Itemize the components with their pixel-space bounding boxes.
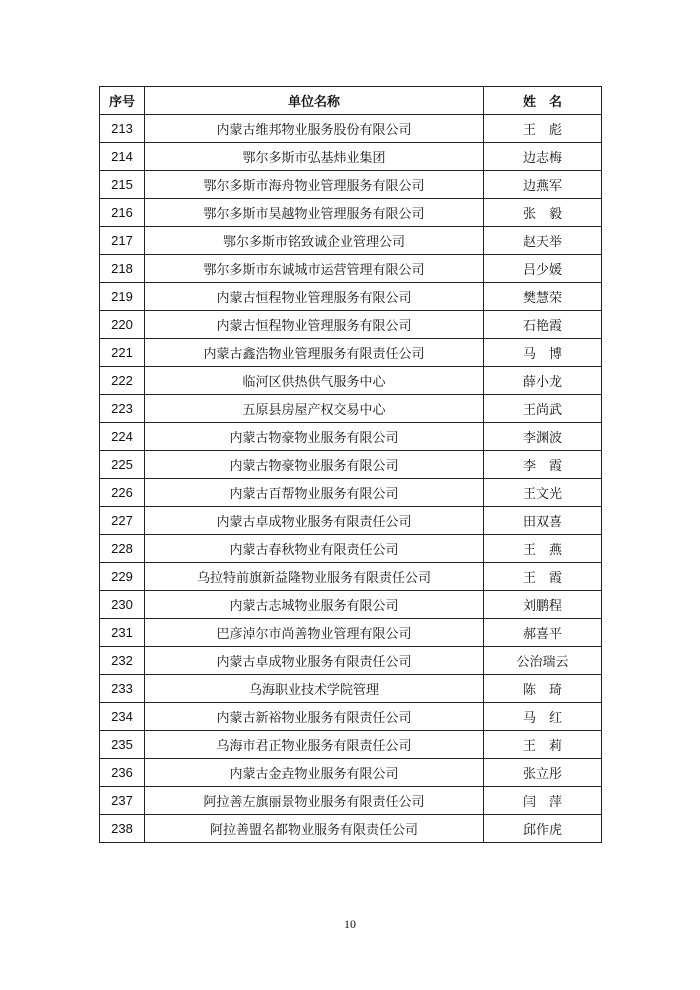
cell-serial: 230 <box>100 591 145 619</box>
cell-serial: 227 <box>100 507 145 535</box>
cell-person-name: 边志梅 <box>484 143 602 171</box>
page-number: 10 <box>344 917 356 931</box>
cell-serial: 238 <box>100 815 145 843</box>
cell-unit-name: 乌海职业技术学院管理 <box>145 675 484 703</box>
cell-person-name: 马 博 <box>484 339 602 367</box>
cell-unit-name: 内蒙古物豪物业服务有限公司 <box>145 423 484 451</box>
cell-person-name: 马 红 <box>484 703 602 731</box>
cell-person-name: 李渊波 <box>484 423 602 451</box>
cell-unit-name: 鄂尔多斯市昊越物业管理服务有限公司 <box>145 199 484 227</box>
cell-unit-name: 乌海市君正物业服务有限责任公司 <box>145 731 484 759</box>
table-row <box>100 283 602 311</box>
cell-unit-name: 内蒙古卓成物业服务有限责任公司 <box>145 647 484 675</box>
table-row <box>100 759 602 787</box>
cell-serial: 218 <box>100 255 145 283</box>
cell-unit-name: 乌拉特前旗新益隆物业服务有限责任公司 <box>145 563 484 591</box>
table-row <box>100 731 602 759</box>
cell-unit-name: 鄂尔多斯市铭致诚企业管理公司 <box>145 227 484 255</box>
roster-body <box>100 115 602 843</box>
cell-person-name: 王 霞 <box>484 563 602 591</box>
cell-person-name: 王 彪 <box>484 115 602 143</box>
cell-unit-name: 内蒙古鑫浩物业管理服务有限责任公司 <box>145 339 484 367</box>
cell-unit-name: 阿拉善左旗丽景物业服务有限责任公司 <box>145 787 484 815</box>
header-person-name: 姓 名 <box>484 87 602 115</box>
cell-unit-name: 内蒙古卓成物业服务有限责任公司 <box>145 507 484 535</box>
cell-serial: 215 <box>100 171 145 199</box>
cell-unit-name: 鄂尔多斯市弘基炜业集团 <box>145 143 484 171</box>
cell-person-name: 陈 琦 <box>484 675 602 703</box>
cell-serial: 236 <box>100 759 145 787</box>
cell-serial: 213 <box>100 115 145 143</box>
cell-person-name: 公治瑞云 <box>484 647 602 675</box>
table-row <box>100 451 602 479</box>
cell-person-name: 邱作虎 <box>484 815 602 843</box>
cell-unit-name: 内蒙古新裕物业服务有限责任公司 <box>145 703 484 731</box>
table-row <box>100 479 602 507</box>
cell-serial: 228 <box>100 535 145 563</box>
table-row <box>100 507 602 535</box>
table-row <box>100 171 602 199</box>
table-row <box>100 255 602 283</box>
cell-unit-name: 临河区供热供气服务中心 <box>145 367 484 395</box>
table-row <box>100 591 602 619</box>
table-row <box>100 311 602 339</box>
table-row <box>100 367 602 395</box>
cell-serial: 229 <box>100 563 145 591</box>
cell-person-name: 田双喜 <box>484 507 602 535</box>
cell-person-name: 王尚武 <box>484 395 602 423</box>
cell-person-name: 王 莉 <box>484 731 602 759</box>
cell-serial: 225 <box>100 451 145 479</box>
cell-serial: 221 <box>100 339 145 367</box>
cell-serial: 219 <box>100 283 145 311</box>
cell-unit-name: 内蒙古恒程物业管理服务有限公司 <box>145 311 484 339</box>
cell-unit-name: 内蒙古春秋物业有限责任公司 <box>145 535 484 563</box>
header-row <box>100 87 602 115</box>
cell-serial: 222 <box>100 367 145 395</box>
table-row <box>100 563 602 591</box>
cell-serial: 231 <box>100 619 145 647</box>
cell-serial: 232 <box>100 647 145 675</box>
cell-unit-name: 内蒙古维邦物业服务股份有限公司 <box>145 115 484 143</box>
cell-person-name: 薛小龙 <box>484 367 602 395</box>
header-unit-name: 单位名称 <box>145 87 484 115</box>
table-row <box>100 647 602 675</box>
cell-person-name: 张 毅 <box>484 199 602 227</box>
table-row <box>100 675 602 703</box>
cell-unit-name: 内蒙古志城物业服务有限公司 <box>145 591 484 619</box>
cell-unit-name: 五原县房屋产权交易中心 <box>145 395 484 423</box>
cell-person-name: 郝喜平 <box>484 619 602 647</box>
cell-person-name: 张立彤 <box>484 759 602 787</box>
cell-serial: 234 <box>100 703 145 731</box>
cell-person-name: 吕少媛 <box>484 255 602 283</box>
cell-serial: 220 <box>100 311 145 339</box>
header-serial: 序号 <box>100 87 145 115</box>
cell-person-name: 闫 萍 <box>484 787 602 815</box>
table-row <box>100 115 602 143</box>
cell-serial: 217 <box>100 227 145 255</box>
cell-unit-name: 内蒙古百帮物业服务有限公司 <box>145 479 484 507</box>
table-row <box>100 143 602 171</box>
roster-table <box>99 86 602 843</box>
cell-person-name: 边燕军 <box>484 171 602 199</box>
table-row <box>100 815 602 843</box>
cell-person-name: 刘鹏程 <box>484 591 602 619</box>
cell-person-name: 李 霞 <box>484 451 602 479</box>
table-row <box>100 395 602 423</box>
table-row <box>100 535 602 563</box>
cell-serial: 214 <box>100 143 145 171</box>
cell-serial: 235 <box>100 731 145 759</box>
cell-unit-name: 巴彦淖尔市尚善物业管理有限公司 <box>145 619 484 647</box>
cell-unit-name: 鄂尔多斯市海舟物业管理服务有限公司 <box>145 171 484 199</box>
table-row <box>100 787 602 815</box>
cell-person-name: 石艳霞 <box>484 311 602 339</box>
cell-person-name: 王文光 <box>484 479 602 507</box>
cell-serial: 226 <box>100 479 145 507</box>
cell-serial: 216 <box>100 199 145 227</box>
cell-unit-name: 鄂尔多斯市东诚城市运营管理有限公司 <box>145 255 484 283</box>
table-row <box>100 423 602 451</box>
cell-serial: 224 <box>100 423 145 451</box>
cell-serial: 237 <box>100 787 145 815</box>
cell-unit-name: 阿拉善盟名都物业服务有限责任公司 <box>145 815 484 843</box>
cell-person-name: 樊慧荣 <box>484 283 602 311</box>
cell-unit-name: 内蒙古物豪物业服务有限公司 <box>145 451 484 479</box>
cell-person-name: 王 燕 <box>484 535 602 563</box>
table-row <box>100 339 602 367</box>
table-row <box>100 703 602 731</box>
cell-person-name: 赵天举 <box>484 227 602 255</box>
cell-serial: 223 <box>100 395 145 423</box>
table-row <box>100 619 602 647</box>
table-row <box>100 227 602 255</box>
cell-unit-name: 内蒙古金垚物业服务有限公司 <box>145 759 484 787</box>
cell-unit-name: 内蒙古恒程物业管理服务有限公司 <box>145 283 484 311</box>
table-row <box>100 199 602 227</box>
cell-serial: 233 <box>100 675 145 703</box>
